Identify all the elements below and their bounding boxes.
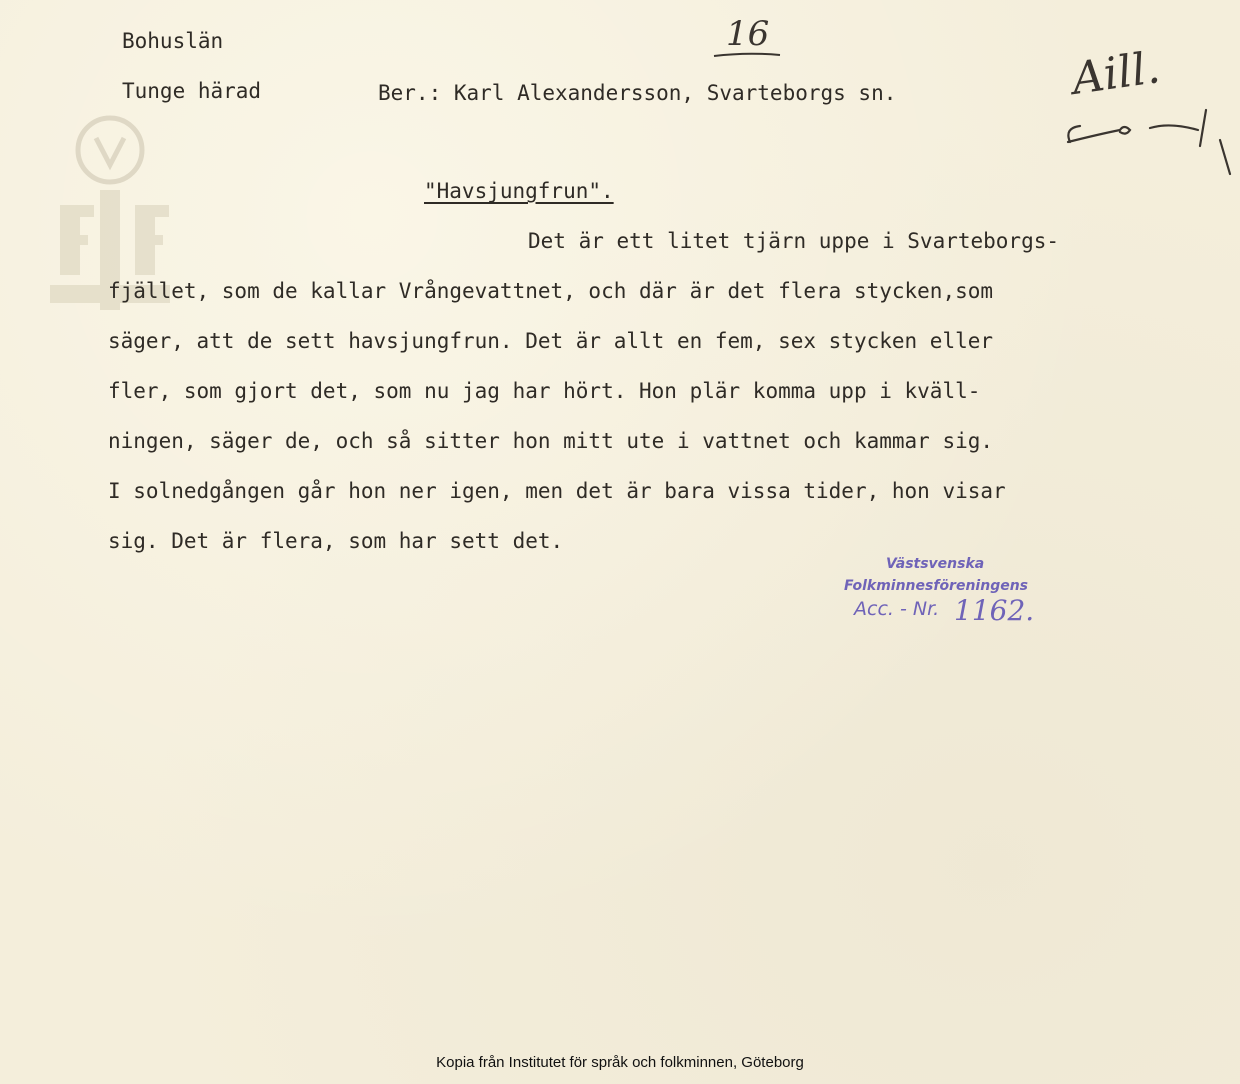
stamp-line-2: Folkminnesföreningens — [844, 578, 1029, 594]
header-informant: Ber.: Karl Alexandersson, Svarteborgs sn. — [378, 81, 897, 105]
stamp-line-1: Västsvenska — [886, 556, 985, 572]
body-line: säger, att de sett havsjungfrun. Det är allt en fem, sex stycken eller — [108, 329, 994, 353]
body-line: fler, som gjort det, som nu jag har hört. Hon plär komma upp i kväll- — [108, 379, 981, 403]
handwritten-note: Aill. — [1068, 42, 1164, 105]
stamp-line-3: Acc. - Nr. — [854, 598, 940, 620]
body-line: fjället, som de kallar Vrångevattnet, och där är det flera stycken,som — [108, 279, 994, 303]
body-line: sig. Det är flera, som har sett det. — [108, 529, 564, 553]
handwritten-scribble — [1060, 100, 1240, 180]
page-number-underline — [712, 50, 782, 60]
page-number: 16 — [726, 14, 770, 54]
copy-footer: Kopia från Institutet för språk och folkminnen, Göteborg — [436, 1054, 804, 1071]
header-district: Tunge härad — [122, 79, 262, 103]
document-title: "Havsjungfrun". — [424, 179, 614, 203]
body-line: I solnedgången går hon ner igen, men det är bara vissa tider, hon visar — [108, 479, 1006, 503]
stamp-acc-number: 1162. — [954, 594, 1035, 627]
body-line: Det är ett litet tjärn uppe i Svarteborgs- — [528, 229, 1060, 253]
body-line: ningen, säger de, och så sitter hon mitt ute i vattnet och kammar sig. — [108, 429, 994, 453]
header-province: Bohuslän — [122, 29, 224, 53]
